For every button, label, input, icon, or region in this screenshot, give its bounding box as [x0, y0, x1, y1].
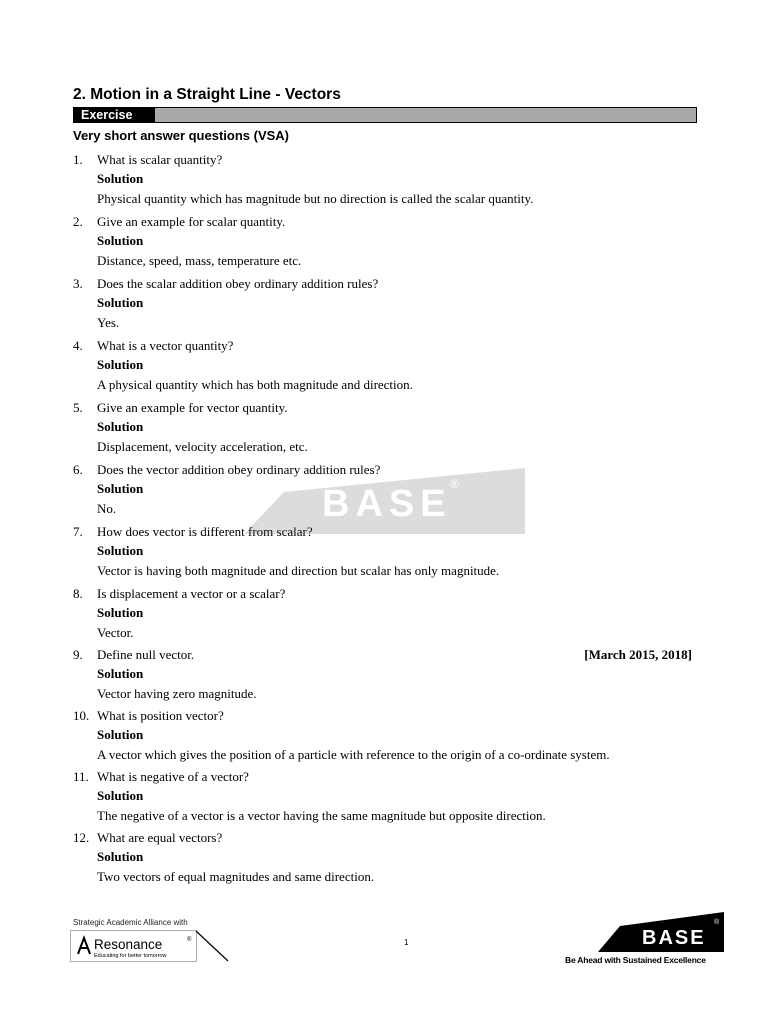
watermark-text: BASE — [322, 483, 452, 525]
answer-text: No. — [97, 500, 117, 516]
section-heading: Very short answer questions (VSA) — [73, 128, 290, 143]
resonance-mark: ® — [187, 937, 192, 943]
base-logo-text: BASE — [642, 927, 706, 949]
question-item — [73, 522, 698, 580]
question-number: 7. — [73, 524, 83, 539]
solution-label: Solution — [97, 605, 144, 621]
answer-text: The negative of a vector is a vector having the same magnitude but opposite direction. — [97, 807, 546, 823]
solution-label: Solution — [97, 849, 144, 865]
question-text: Define null vector. — [97, 647, 195, 662]
solution-label: Solution — [97, 171, 144, 187]
question-item — [73, 398, 698, 456]
question-item — [73, 828, 698, 886]
question-text: Give an example for scalar quantity. — [97, 214, 286, 229]
question-text: How does vector is different from scalar? — [97, 524, 313, 539]
exercise-label: Exercise — [74, 108, 155, 122]
base-logo-mark: ® — [714, 919, 720, 926]
base-tagline: Be Ahead with Sustained Excellence — [565, 955, 706, 965]
solution-label: Solution — [97, 233, 144, 249]
solution-label: Solution — [97, 419, 144, 435]
question-text: Is displacement a vector or a scalar? — [97, 586, 286, 601]
question-text: Give an example for vector quantity. — [97, 400, 288, 415]
solution-label: Solution — [97, 543, 144, 559]
question-number: 10. — [73, 708, 90, 723]
answer-text: Vector having zero magnitude. — [97, 685, 257, 701]
exercise-bar — [73, 107, 697, 123]
question-number: 3. — [73, 276, 83, 291]
answer-text: Two vectors of equal magnitudes and same direction. — [97, 868, 375, 884]
solution-label: Solution — [97, 295, 144, 311]
question-item — [73, 645, 698, 703]
question-text: What is negative of a vector? — [97, 769, 249, 784]
question-number: 5. — [73, 400, 83, 415]
question-item — [73, 584, 698, 642]
answer-text: Displacement, velocity acceleration, etc. — [97, 438, 308, 454]
answer-text: Distance, speed, mass, temperature etc. — [97, 252, 302, 268]
exam-reference: [March 2015, 2018] — [584, 647, 692, 662]
question-number: 12. — [73, 830, 90, 845]
question-text: What is scalar quantity? — [97, 152, 223, 167]
question-text: What is a vector quantity? — [97, 338, 234, 353]
alliance-text: Strategic Academic Alliance with — [73, 918, 188, 927]
answer-text: Vector is having both magnitude and direction but scalar has only magnitude. — [97, 562, 500, 578]
solution-label: Solution — [97, 666, 144, 682]
question-text: Does the vector addition obey ordinary addition rules? — [97, 462, 381, 477]
question-text: What are equal vectors? — [97, 830, 223, 845]
question-number: 1. — [73, 152, 83, 167]
question-number: 8. — [73, 586, 83, 601]
question-text: What is position vector? — [97, 708, 224, 723]
question-number: 2. — [73, 214, 83, 229]
solution-label: Solution — [97, 727, 144, 743]
question-number: 6. — [73, 462, 83, 477]
question-item — [73, 212, 698, 270]
question-item — [73, 767, 698, 825]
solution-label: Solution — [97, 357, 144, 373]
resonance-logo — [70, 930, 230, 962]
solution-label: Solution — [97, 481, 144, 497]
question-number: 9. — [73, 647, 83, 662]
solution-label: Solution — [97, 788, 144, 804]
question-number: 4. — [73, 338, 83, 353]
chapter-title: 2. Motion in a Straight Line - Vectors — [73, 86, 341, 103]
question-item — [73, 336, 698, 394]
question-item — [73, 706, 698, 764]
question-item — [73, 150, 698, 208]
answer-text: A vector which gives the position of a particle with reference to the origin of a co-ordinate system. — [97, 746, 610, 762]
answer-text: Vector. — [97, 624, 134, 640]
answer-text: Physical quantity which has magnitude but no direction is called the scalar quantity. — [97, 190, 534, 206]
page-number: 1 — [404, 938, 409, 947]
resonance-name: Resonance — [94, 937, 163, 952]
answer-text: A physical quantity which has both magnitude and direction. — [97, 376, 413, 392]
question-item — [73, 460, 698, 518]
watermark-mark: ® — [450, 477, 459, 491]
question-item — [73, 274, 698, 332]
resonance-tagline: Educating for better tomorrow — [94, 953, 167, 959]
question-number: 11. — [73, 769, 89, 784]
base-logo — [598, 910, 724, 952]
answer-text: Yes. — [97, 314, 120, 330]
question-text: Does the scalar addition obey ordinary addition rules? — [97, 276, 379, 291]
